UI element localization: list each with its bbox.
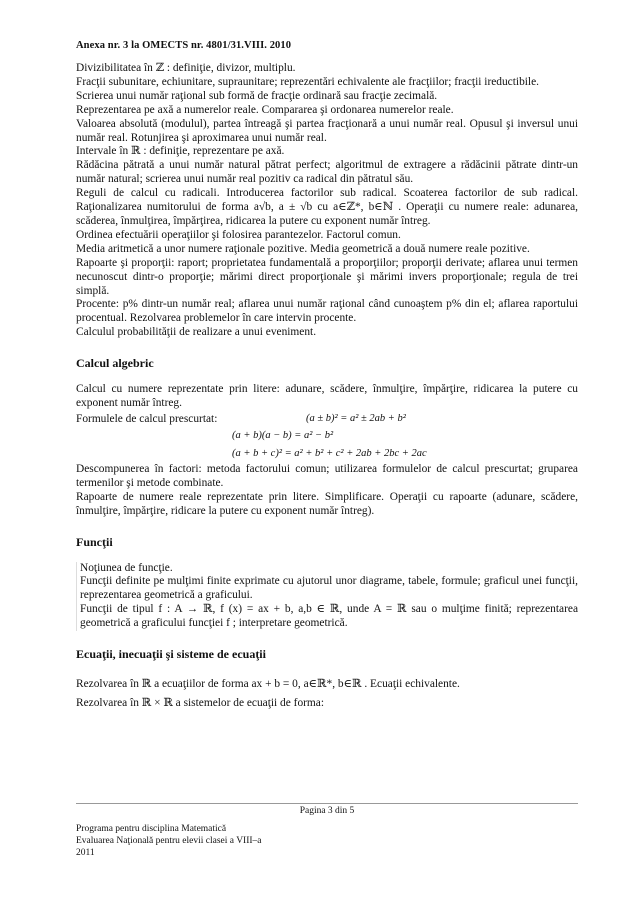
formulas-label: Formulele de calcul prescurtat: xyxy=(76,412,218,425)
paragraph-factoring: Descompunerea în factori: metoda factorului comun; utilizarea formulelor de calcul prescurtat; gruparea termenilor şi metode combinate. xyxy=(76,462,578,489)
paragraph-letter-ratios: Rapoarte de numere reale reprezentate prin litere. Simplificare. Operaţii cu rapoarte (adunare, scădere, înmulţire, împărţire, ridicare la putere cu exponent număr întreg). xyxy=(76,490,578,517)
document-footer xyxy=(76,823,262,859)
paragraph-rational-writing: Scrierea unui număr raţional sub formă de fracţie ordinară sau fracţie zecimală. xyxy=(76,89,438,102)
paragraph-fractions: Fracţii subunitare, echiunitare, supraunitare; reprezentări echivalente ale fracţiilor; fracţii ireductibile. xyxy=(76,75,539,88)
paragraph-function-notion: Noţiunea de funcţie. xyxy=(80,561,173,574)
paragraph-probability: Calculul probabilităţii de realizare a unui eveniment. xyxy=(76,326,317,339)
formula-difference-squares: (a + b)(a − b) = a² − b² xyxy=(232,429,334,441)
paragraph-real-axis: Reprezentarea pe axă a numerelor reale. Compararea şi ordonarea numerelor reale. xyxy=(76,103,454,116)
footer-line-program: Programa pentru disciplina Matematică xyxy=(76,824,227,834)
page-number: Pagina 3 din 5 xyxy=(299,806,355,816)
formula-square-sum: (a ± b)² = a² ± 2ab + b² xyxy=(306,412,406,424)
paragraph-ratios: Rapoarte şi proporţii: raport; proprietatea fundamentală a proporţiilor; proporţii derivate; aflarea unui termen necunoscut dintr-o proporţie; mărimi direct proporţionale şi mărimi invers proporţionale; regula de trei simplă. xyxy=(76,256,578,297)
paragraph-intervals: Intervale în ℝ : definiţie, reprezentare pe axă. xyxy=(76,145,285,158)
formula-trinomial-square: (a + b + c)² = a² + b² + c² + 2ab + 2bc + 2ac xyxy=(232,447,427,459)
footer-line-year: 2011 xyxy=(76,848,95,858)
paragraph-equation-systems: Rezolvarea în ℝ × ℝ a sistemelor de ecuaţii de forma: xyxy=(76,697,325,710)
heading-equations: Ecuaţii, inecuaţii şi sisteme de ecuaţii xyxy=(76,647,266,662)
document-body xyxy=(76,62,578,712)
paragraph-radicals: Reguli de calcul cu radicali. Introducerea factorilor sub radical. Scoaterea factorilor de sub radical. Raţionalizarea numitorului de forma a√b, a ± √b cu a∈ℤ*, b∈ℕ . Operaţii cu numere reale: adunarea, scăderea, înmulţirea, împărţirea, ridicarea la putere cu exponent număr întreg. xyxy=(76,187,578,227)
heading-algebra: Calcul algebric xyxy=(76,356,154,371)
paragraph-absolute-value: Valoarea absolută (modulul), partea întreagă şi partea fracţionară a unui număr real. Opusul şi inversul unui număr real. Rotunjirea şi aproximarea unui număr real. xyxy=(76,117,578,144)
paragraph-letter-calculus: Calcul cu numere reprezentate prin litere: adunare, scădere, înmulţire, împărţire, ridicarea la putere cu exponent număr întreg. xyxy=(76,383,578,410)
formula-row-1 xyxy=(76,411,578,427)
functions-block xyxy=(76,562,578,632)
paragraph-divisibility: Divizibilitatea în ℤ : definiţie, divizor, multiplu. xyxy=(76,62,296,74)
document-header: Anexa nr. 3 la OMECTS nr. 4801/31.VIII. 2010 xyxy=(76,40,292,51)
footer-line-evaluation: Evaluarea Naţională pentru elevii clasei a VIII–a xyxy=(76,836,262,846)
paragraph-means: Media aritmetică a unor numere raţionale pozitive. Media geometrică a două numere reale pozitive. xyxy=(76,242,530,255)
paragraph-square-root: Rădăcina pătrată a unui număr natural pătrat perfect; algoritmul de extragere a rădăcinii pătrate dintr-un număr natural; scrierea unui număr real pozitiv ca radical din pătratul său. xyxy=(76,159,578,186)
paragraph-operation-order: Ordinea efectuării operaţiilor şi folosirea parantezelor. Factorul comun. xyxy=(76,228,401,241)
heading-functions: Funcţii xyxy=(76,534,113,549)
paragraph-percentages: Procente: p% dintr-un număr real; aflarea unui număr raţional când cunoaştem p% din el; aflarea raportului procentual. Rezolvarea problemelor în care intervin procente. xyxy=(76,298,578,325)
paragraph-finite-functions: Funcţii definite pe mulţimi finite exprimate cu ajutorul unor diagrame, tabele, formule; graficul unei funcţii, reprezentarea geometrică a graficului. xyxy=(80,575,578,602)
paragraph-linear-equations: Rezolvarea în ℝ a ecuaţiilor de forma ax + b = 0, a∈ℝ*, b∈ℝ . Ecuaţii echivalente. xyxy=(76,678,460,691)
footer-divider xyxy=(76,803,578,804)
paragraph-linear-functions: Funcţii de tipul f : A → ℝ, f (x) = ax + b, a,b ∈ ℝ, unde A = ℝ sau o mulţime finită; reprezentarea geometrică a graficului funcţiei f ; interpretare geometrică. xyxy=(80,603,578,630)
